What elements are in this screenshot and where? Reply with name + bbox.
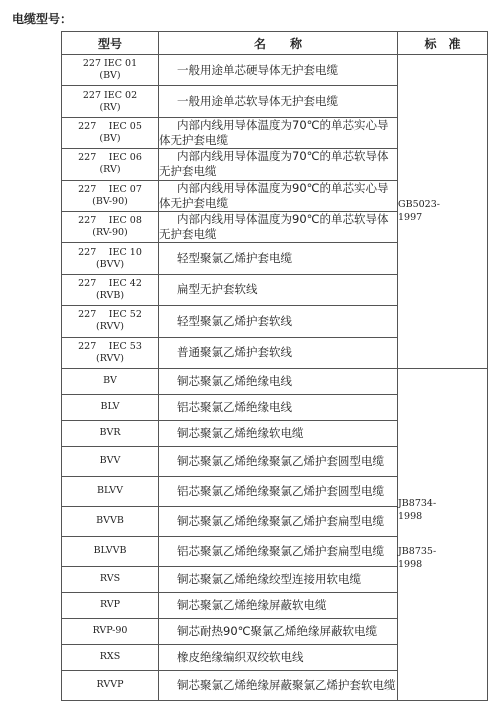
cable-name: 扁型无护套软线	[177, 282, 258, 297]
model-code: 227 IEC 01	[82, 58, 138, 70]
header-name: 名 称	[159, 32, 398, 55]
cable-name: 内部内线用导体温度为70℃的单芯实心导体无护套电缆	[159, 117, 389, 147]
model-cell	[62, 149, 159, 180]
cable-name: 普通聚氯乙烯护套软线	[177, 345, 292, 360]
model-cell: BLV	[62, 394, 159, 420]
model-alias: (RVV)	[96, 352, 124, 364]
model-alias: (RV-90)	[92, 227, 128, 239]
model-cell	[62, 274, 159, 305]
name-cell	[159, 149, 398, 180]
model-alias: (BVV)	[95, 258, 125, 270]
cable-name: 铜芯耐热90℃聚氯乙烯绝缘屏蔽软电缆	[177, 623, 378, 638]
cable-name: 一般用途单芯软导体无护套电缆	[177, 94, 338, 109]
name-cell	[159, 670, 398, 700]
name-cell	[159, 368, 398, 394]
table-row	[62, 368, 488, 394]
standard-spacer	[398, 523, 487, 545]
cable-name: 内部内线用导体温度为90℃的单芯软导体无护套电缆	[159, 212, 389, 242]
name-cell	[159, 86, 398, 117]
cable-name: 铜芯聚氯乙烯绝缘绞型连接用软电缆	[177, 571, 361, 586]
model-cell: RVS	[62, 566, 159, 592]
name-cell	[159, 211, 398, 242]
standard-text: 1997	[398, 212, 423, 224]
cable-name: 铝芯聚氯乙烯绝缘聚氯乙烯护套圆型电缆	[177, 483, 384, 498]
model-code: 227 IEC 06	[78, 152, 142, 164]
model-code: 227 IEC 02	[82, 89, 138, 101]
cable-name: 铝芯聚氯乙烯绝缘电线	[177, 399, 292, 414]
model-cell	[62, 117, 159, 148]
model-code: 227 IEC 08	[78, 215, 142, 227]
name-cell	[159, 243, 398, 274]
model-cell: BVR	[62, 420, 159, 446]
model-cell: BVVB	[62, 506, 159, 536]
name-cell	[159, 394, 398, 420]
cable-name: 铜芯聚氯乙烯绝缘聚氯乙烯护套扁型电缆	[177, 513, 384, 528]
name-cell	[159, 566, 398, 592]
model-alias: (RV)	[99, 101, 121, 113]
cable-name: 铜芯聚氯乙烯绝缘屏蔽聚氯乙烯护套软电缆	[177, 677, 396, 692]
cable-name: 内部内线用导体温度为90℃的单芯实心导体无护套电缆	[159, 180, 389, 210]
model-cell	[62, 55, 159, 86]
model-alias: (BV)	[99, 132, 121, 144]
name-cell	[159, 55, 398, 86]
model-cell: RVP-90	[62, 618, 159, 644]
cable-name: 铝芯聚氯乙烯绝缘聚氯乙烯护套扁型电缆	[177, 543, 384, 558]
page-heading: 电缆型号：	[12, 12, 73, 26]
model-cell	[62, 306, 159, 337]
standard-cell	[398, 368, 488, 700]
model-code: 227 IEC 42	[78, 277, 142, 289]
name-cell	[159, 274, 398, 305]
standard-text: GB5023-	[398, 199, 440, 211]
cable-model-table	[61, 31, 488, 701]
standard-cell	[398, 55, 488, 369]
name-cell	[159, 420, 398, 446]
cable-name: 铜芯聚氯乙烯绝缘聚氯乙烯护套圆型电缆	[177, 453, 384, 468]
model-cell	[62, 211, 159, 242]
model-cell	[62, 86, 159, 117]
model-cell: BLVV	[62, 476, 159, 506]
standard-text: 1998	[398, 511, 423, 523]
name-cell	[159, 117, 398, 148]
model-alias: (BV-90)	[92, 195, 128, 207]
cable-name: 一般用途单芯硬导体无护套电缆	[177, 62, 338, 77]
model-code: 227 IEC 53	[78, 340, 142, 352]
header-standard: 标 准	[398, 32, 488, 55]
model-cell	[62, 337, 159, 368]
model-cell: RVP	[62, 592, 159, 618]
cable-name: 轻型聚氯乙烯护套电缆	[177, 251, 292, 266]
cable-name: 铜芯聚氯乙烯绝缘屏蔽软电缆	[177, 597, 327, 612]
model-cell	[62, 243, 159, 274]
table-row	[62, 55, 488, 86]
cable-name: 铜芯聚氯乙烯绝缘电线	[177, 373, 292, 388]
header-model: 型号	[62, 32, 159, 55]
name-cell	[159, 306, 398, 337]
name-cell	[159, 446, 398, 476]
name-cell	[159, 476, 398, 506]
standard-text: 1998	[398, 559, 423, 571]
cable-name: 橡皮绝缘编织双绞软电线	[177, 649, 304, 664]
name-cell	[159, 536, 398, 566]
model-code: 227 IEC 52	[78, 309, 142, 321]
model-cell: BV	[62, 368, 159, 394]
standard-text: JB8735-	[398, 546, 437, 558]
model-code: 227 IEC 10	[78, 246, 142, 258]
model-cell	[62, 180, 159, 211]
model-code: 227 IEC 07	[78, 183, 142, 195]
model-cell: BLVVB	[62, 536, 159, 566]
cable-name: 铜芯聚氯乙烯绝缘软电缆	[177, 425, 304, 440]
name-cell	[159, 592, 398, 618]
model-alias: (RVV)	[96, 321, 124, 333]
model-cell: RXS	[62, 644, 159, 670]
model-cell: RVVP	[62, 670, 159, 700]
model-alias: (RVB)	[95, 289, 125, 301]
name-cell	[159, 337, 398, 368]
model-code: 227 IEC 05	[78, 120, 142, 132]
name-cell	[159, 180, 398, 211]
model-alias: (RV)	[99, 164, 121, 176]
name-cell	[159, 506, 398, 536]
name-cell	[159, 618, 398, 644]
model-alias: (BV)	[99, 70, 121, 82]
model-cell: BVV	[62, 446, 159, 476]
cable-name: 内部内线用导体温度为70℃的单芯软导体无护套电缆	[159, 149, 389, 179]
standard-text: JB8734-	[398, 498, 437, 510]
name-cell	[159, 644, 398, 670]
cable-name: 轻型聚氯乙烯护套软线	[177, 313, 292, 328]
